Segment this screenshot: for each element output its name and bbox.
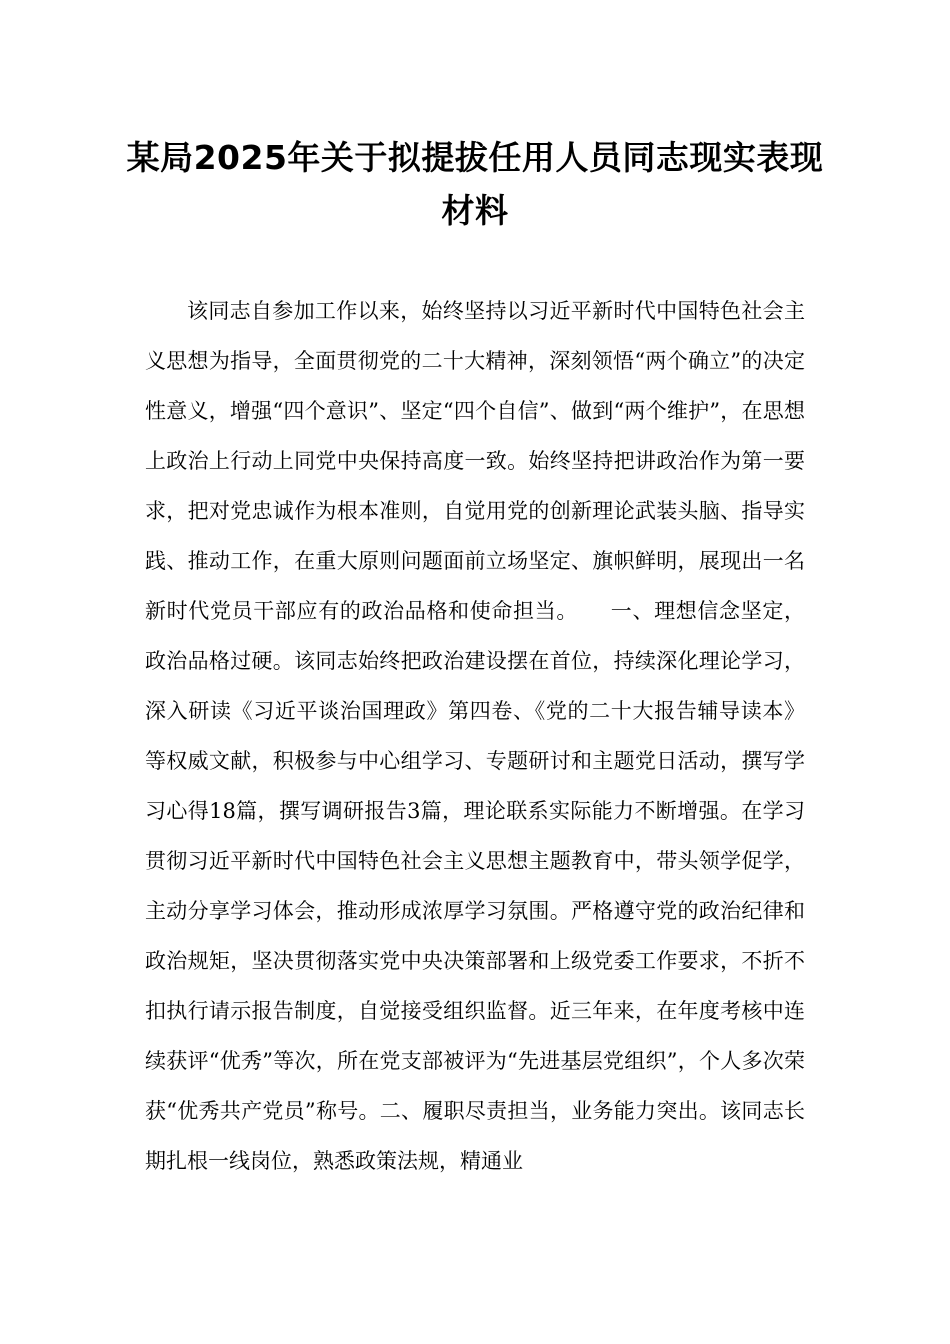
document-body-paragraph: 该同志自参加工作以来，始终坚持以习近平新时代中国特色社会主义思想为指导，全面贯彻党的二十大精神，深刻领悟“两个确立”的决定性意义，增强“四个意识”、坚定“四个自信”、做到“两个维护”，在思想上政治上行动上同党中央保持高度一致。始终坚持把讲政治作为第一要求，把对党忠诚作为根本准则，自觉用党的创新理论武装头脑、指导实践、推动工作，在重大原则问题面前立场坚定、旗帜鲜明，展现出一名新时代党员干部应有的政治品格和使命担当。 一、理想信念坚定，政治品格过硬。该同志始终把政治建设摆在首位，持续深化理论学习，深入研读《习近平谈治国理政》第四卷、《党的二十大报告辅导读本》等权威文献，积极参与中心组学习、专题研讨和主题党日活动，撰写学习心得18篇，撰写调研报告3篇，理论联系实际能力不断增强。在学习贯彻习近平新时代中国特色社会主义思想主题教育中，带头领学促学，主动分享学习体会，推动形成浓厚学习氛围。严格遵守党的政治纪律和政治规矩，坚决贯彻落实党中央决策部署和上级党委工作要求，不折不扣执行请示报告制度，自觉接受组织监督。近三年来，在年度考核中连续获评“优秀”等次，所在党支部被评为“先进基层党组织”，个人多次荣获“优秀共产党员”称号。二、履职尽责担当，业务能力突出。该同志长期扎根一线岗位，熟悉政策法规，精通业 (145, 299, 805, 1173)
document-title: 某局2025年关于拟提拔任用人员同志现实表现材料 (126, 138, 824, 230)
